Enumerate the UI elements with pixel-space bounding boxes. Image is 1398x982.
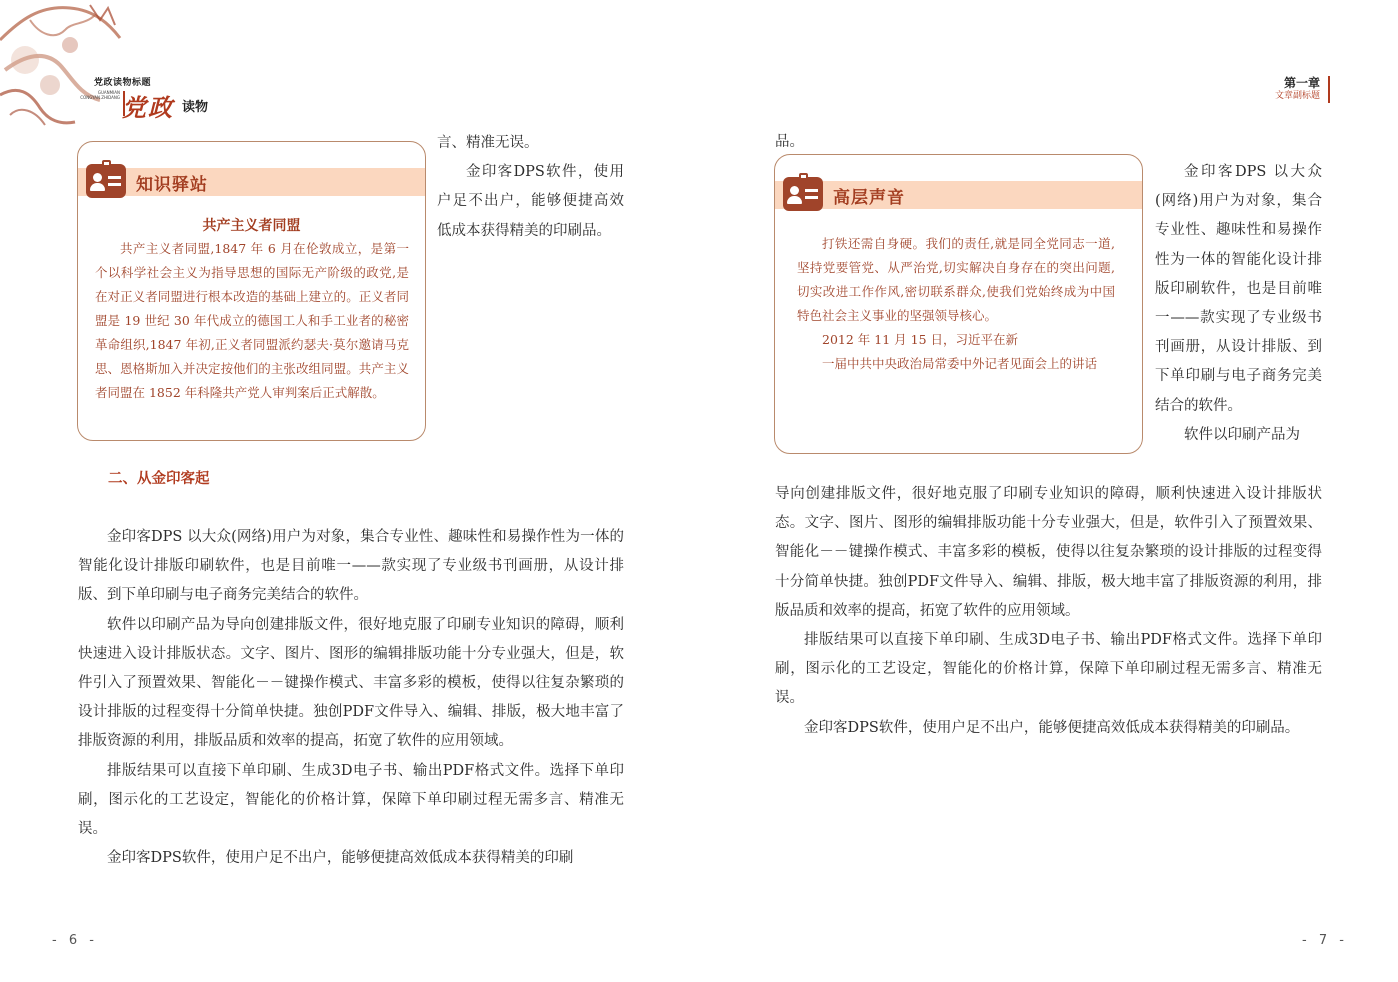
body-paragraph: 金印客DPS 以大众(网络)用户为对象，集合专业性、趣味性和易操作性为一体的智能化设计排版印刷软件，也是目前唯一——款实现了专业级书刊画册，从设计排版、到下单印刷与电子商务完美结合的软件。 <box>78 529 624 604</box>
quote-source: 一届中共中央政治局常委中外记者见面会上的讲话 <box>822 356 1098 371</box>
body-paragraph: 导向创建排版文件，很好地克服了印刷专业知识的障碍，顺利快速进入设计排版状态。文字、图片、图形的编辑排版功能十分专业强大，但是，软件引入了预置效果、智能化－－键操作模式、丰富多彩的模板，使得以往复杂繁琐的设计排版的过程变得十分简单快捷。独创PDF文件导入、编辑、排版，极大地丰富了排版资源的利用，排版品质和效率的提高，拓宽了软件的应用领域。 <box>775 486 1322 619</box>
brand-small-title: 党政读物标题 <box>94 78 152 88</box>
right-side-column <box>1155 158 1322 450</box>
quote-text: 打铁还需自身硬。我们的责任,就是同全党同志一道,坚持党要管党、从严治党,切实解决自身存在的突出问题,切实改进工作作风,密切联系群众,使我们党始终成为中国特色社会主义事业的坚强领导核心。 <box>797 236 1115 323</box>
knowledge-box-text <box>95 237 409 405</box>
body-paragraph: 金印客DPS软件，使用户足不出户，能够便捷高效低成本获得精美的印刷 <box>107 850 574 867</box>
page-number-left: - 6 - <box>52 933 98 948</box>
body-paragraph: 排版结果可以直接下单印刷、生成3D电子书、输出PDF格式文件。选择下单印刷，图示化的工艺设定，智能化的价格计算，保障下单印刷过程无需多言、精准无误。 <box>775 632 1322 707</box>
right-body-text <box>775 480 1322 743</box>
body-paragraph: 软件以印刷产品为导向创建排版文件，很好地克服了印刷专业知识的障碍，顺利快速进入设计排版状态。文字、图片、图形的编辑排版功能十分专业强大，但是，软件引入了预置效果、智能化－－键操作模式、丰富多彩的模板，使得以往复杂繁琐的设计排版的过程变得十分简单快捷。独创PDF文件导入、编辑、排版，极大地丰富了排版资源的利用，排版品质和效率的提高，拓宽了软件的应用领域。 <box>78 616 624 750</box>
quote-box-text <box>797 232 1115 376</box>
knowledge-box-band <box>78 168 425 196</box>
right-continue-text: 品。 <box>775 134 804 150</box>
section-heading: 二、从金印客起 <box>108 470 210 487</box>
dragon-ornament-icon <box>0 0 135 130</box>
brand-main-title: 党政 <box>122 93 174 122</box>
quote-box <box>774 154 1143 454</box>
left-column-paragraph: 金印客DPS软件，使用户足不出户，能够便捷高效低成本获得精美的印刷品。 <box>437 164 624 239</box>
id-card-icon <box>86 164 126 198</box>
brand-pinyin: GUANMIAN CONGYAN ZHIDANG <box>80 90 120 100</box>
right-column-tail: 软件以印刷产品为 <box>1184 426 1300 443</box>
left-column-continue: 言、精准无误。 <box>437 135 539 151</box>
right-column-paragraph: 金印客DPS 以大众(网络)用户为对象，集合专业性、趣味性和易操作性为一体的智能化设计排版印刷软件，也是目前唯一——款实现了专业级书刊画册，从设计排版、到下单印刷与电子商务完美结合的软件。 <box>1155 164 1322 414</box>
quote-box-label: 高层声音 <box>833 188 905 208</box>
id-card-icon <box>783 177 823 211</box>
chapter-header <box>1275 76 1330 103</box>
left-body-text <box>78 523 624 873</box>
quote-date: 2012 年 11 月 15 日，习近平在新 <box>822 332 1018 347</box>
chapter-subtitle: 文章副标题 <box>1274 91 1320 101</box>
knowledge-box-heading: 共产主义者同盟 <box>202 218 301 234</box>
chapter-title: 第一章 <box>1283 76 1320 90</box>
knowledge-box <box>77 141 426 441</box>
left-side-column <box>437 129 624 246</box>
right-top-continue <box>775 128 875 157</box>
knowledge-box-paragraph: 共产主义者同盟,1847 年 6 月在伦敦成立，是第一个以科学社会主义为指导思想的国际无产阶级的政党,是在对正义者同盟进行根本改造的基础上建立的。正义者同盟是 19 世纪 30 年代成立的德国工人和手工业者的秘密革命组织,1847 年初,正义者同盟派约瑟夫·莫尔邀请马克思、恩格斯加入并决定按他们的主张改组同盟。共产主义者同盟在 1852 年科隆共产党人审判案后正式解散。 <box>95 241 409 400</box>
quote-box-band <box>775 181 1142 209</box>
body-paragraph: 金印客DPS软件，使用户足不出户，能够便捷高效低成本获得精美的印刷品。 <box>804 719 1300 736</box>
page-number-right: - 7 - <box>1302 933 1348 948</box>
knowledge-box-label: 知识驿站 <box>136 175 208 195</box>
body-paragraph: 排版结果可以直接下单印刷、生成3D电子书、输出PDF格式文件。选择下单印刷，图示化的工艺设定，智能化的价格计算，保障下单印刷过程无需多言、精准无误。 <box>78 762 624 838</box>
brand-tail-title: 读物 <box>182 100 209 115</box>
